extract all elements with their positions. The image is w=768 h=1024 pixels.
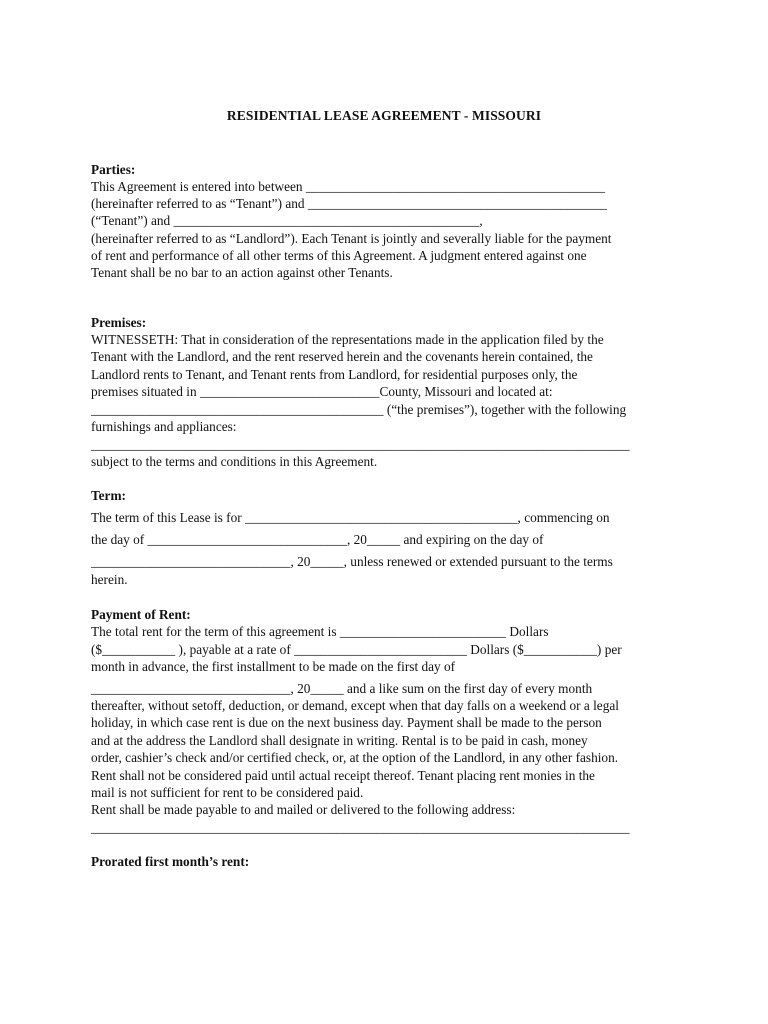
parties-line-1: This Agreement is entered into between _____________________________________________ (91, 179, 606, 194)
premises-line-2: Tenant with the Landlord, and the rent reserved herein and the covenants herein contained, the (91, 349, 593, 364)
parties-line-4: (hereinafter referred to as “Landlord”). Each Tenant is jointly and severally liable for the payment (91, 231, 612, 246)
payment-line-4: ______________________________, 20_____ and a like sum on the first day of every month (91, 681, 593, 696)
premises-heading: Premises: (91, 315, 147, 330)
payment-line-11: Rent shall be made payable to and mailed or delivered to the following address: (91, 802, 516, 817)
term-line-2: the day of ______________________________, 20_____ and expiring on the day of (91, 532, 544, 547)
parties-line-6: Tenant shall be no bar to an action against other Tenants. (91, 265, 393, 280)
payment-line-5: thereafter, without setoff, deduction, or demand, except when that day falls on a weekend or a legal (91, 698, 619, 713)
parties-line-5: of rent and performance of all other terms of this Agreement. A judgment entered against one (91, 248, 587, 263)
premises-line-7: _________________________________________________________________________________ (91, 437, 630, 452)
payment-line-12: _________________________________________________________________________________ (91, 820, 630, 835)
premises-line-1: WITNESSETH: That in consideration of the representations made in the application filed by the (91, 332, 604, 347)
premises-line-4: premises situated in ___________________________County, Missouri and located at: (91, 384, 553, 399)
premises-line-5: ____________________________________________ (“the premises”), together with the following (91, 402, 627, 417)
payment-line-2: ($___________ ), payable at a rate of __________________________ Dollars ($___________) per (91, 642, 622, 657)
term-line-1: The term of this Lease is for _________________________________________, commencing on (91, 510, 610, 525)
prorated-heading: Prorated first month’s rent: (91, 854, 250, 869)
parties-line-2: (hereinafter referred to as “Tenant”) and _____________________________________________ (91, 196, 608, 211)
payment-line-8: order, cashier’s check and/or certified check, or, at the option of the Landlord, in any other fashion. (91, 750, 619, 765)
parties-line-3: (“Tenant”) and ______________________________________________, (91, 213, 483, 228)
premises-line-8: subject to the terms and conditions in this Agreement. (91, 454, 378, 469)
premises-line-3: Landlord rents to Tenant, and Tenant rents from Landlord, for residential purposes only, the (91, 367, 578, 382)
term-line-4: herein. (91, 572, 128, 587)
payment-line-3: month in advance, the first installment to be made on the first day of (91, 659, 456, 674)
payment-line-9: Rent shall not be considered paid until actual receipt thereof. Tenant placing rent monies in the (91, 768, 595, 783)
premises-line-6: furnishings and appliances: (91, 419, 237, 434)
payment-heading: Payment of Rent: (91, 607, 191, 622)
term-line-3: ______________________________, 20_____, unless renewed or extended pursuant to the terms (91, 554, 613, 569)
payment-line-7: and at the address the Landlord shall designate in writing. Rental is to be paid in cash, money (91, 733, 588, 748)
payment-line-10: mail is not sufficient for rent to be considered paid. (91, 785, 364, 800)
payment-line-1: The total rent for the term of this agreement is _________________________ Dollars (91, 624, 549, 639)
document-title: RESIDENTIAL LEASE AGREEMENT - MISSOURI (226, 108, 542, 123)
parties-heading: Parties: (91, 162, 136, 177)
payment-line-6: holiday, in which case rent is due on the next business day. Payment shall be made to the person (91, 715, 602, 730)
term-heading: Term: (91, 488, 126, 503)
